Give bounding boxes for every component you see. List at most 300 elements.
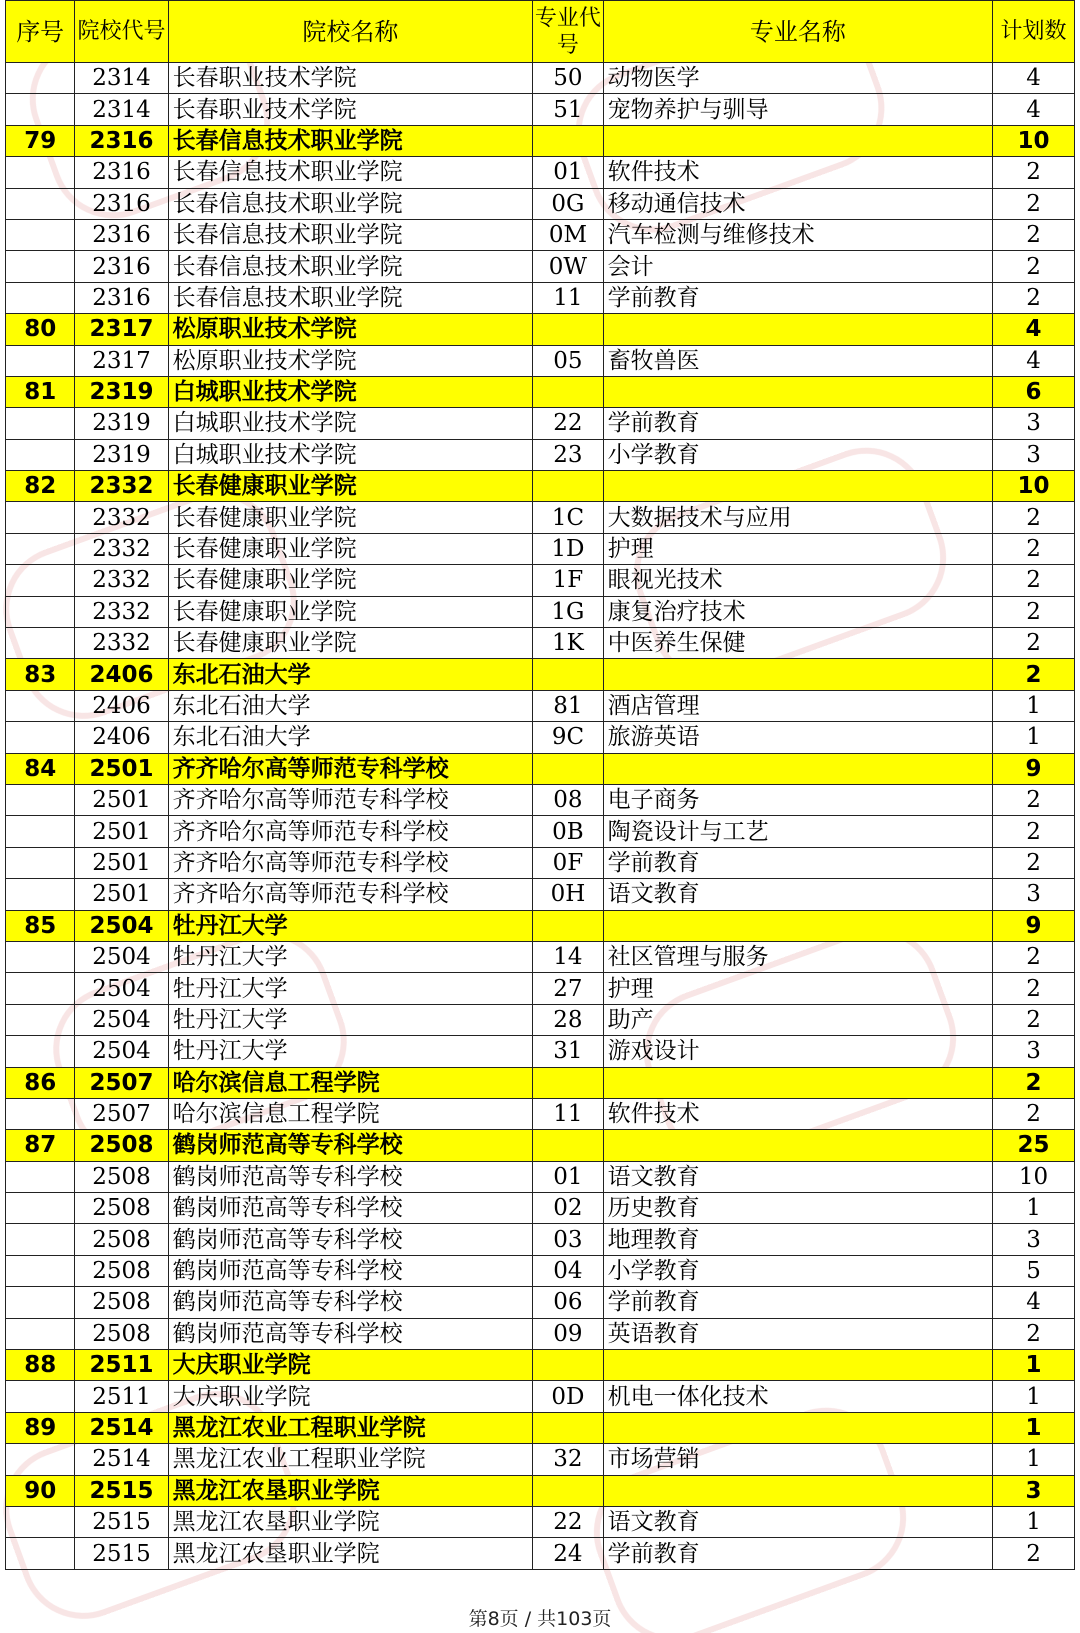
cell-serial-number <box>6 1381 75 1412</box>
school-group-row <box>6 1475 1075 1506</box>
cell-major-code <box>533 753 603 784</box>
cell-major-name <box>603 659 992 690</box>
cell-school-code: 2501 <box>75 879 168 910</box>
cell-school-code: 2319 <box>75 439 168 470</box>
cell-school-name: 白城职业技术学院 <box>168 376 533 407</box>
cell-serial-number <box>6 1255 75 1286</box>
cell-major-name: 学前教育 <box>603 847 992 878</box>
cell-school-name: 鹤岗师范高等专科学校 <box>168 1287 533 1318</box>
cell-school-name: 长春信息技术职业学院 <box>168 251 533 282</box>
cell-serial-number: 84 <box>6 753 75 784</box>
cell-school-name: 哈尔滨信息工程学院 <box>168 1067 533 1098</box>
cell-major-code: 28 <box>533 1004 603 1035</box>
cell-school-name: 东北石油大学 <box>168 659 533 690</box>
cell-school-name: 长春信息技术职业学院 <box>168 219 533 250</box>
cell-school-name: 鹤岗师范高等专科学校 <box>168 1224 533 1255</box>
cell-school-code: 2316 <box>75 157 168 188</box>
cell-major-code: 0H <box>533 879 603 910</box>
cell-major-code <box>533 1067 603 1098</box>
school-group-row <box>6 125 1075 156</box>
cell-major-name: 康复治疗技术 <box>603 596 992 627</box>
cell-school-code: 2507 <box>75 1098 168 1129</box>
cell-school-code: 2316 <box>75 219 168 250</box>
cell-serial-number <box>6 690 75 721</box>
cell-plan-count: 1 <box>993 1412 1075 1443</box>
cell-school-code: 2332 <box>75 533 168 564</box>
cell-major-code: 81 <box>533 690 603 721</box>
cell-plan-count: 6 <box>993 376 1075 407</box>
cell-serial-number <box>6 439 75 470</box>
cell-school-name: 东北石油大学 <box>168 722 533 753</box>
cell-major-name: 语文教育 <box>603 879 992 910</box>
cell-major-name: 畜牧兽医 <box>603 345 992 376</box>
cell-school-name: 长春信息技术职业学院 <box>168 157 533 188</box>
cell-serial-number <box>6 941 75 972</box>
cell-serial-number <box>6 502 75 533</box>
school-group-row <box>6 314 1075 345</box>
cell-plan-count: 2 <box>993 251 1075 282</box>
cell-plan-count: 10 <box>993 1161 1075 1192</box>
cell-serial-number <box>6 784 75 815</box>
cell-school-code: 2501 <box>75 753 168 784</box>
cell-plan-count: 10 <box>993 471 1075 502</box>
cell-major-code <box>533 910 603 941</box>
header-plan-count: 计划数 <box>993 1 1075 63</box>
cell-major-name: 旅游英语 <box>603 722 992 753</box>
table-row <box>6 565 1075 596</box>
table-row <box>6 1004 1075 1035</box>
cell-major-name: 小学教育 <box>603 1255 992 1286</box>
cell-serial-number <box>6 1538 75 1569</box>
cell-plan-count: 3 <box>993 1224 1075 1255</box>
cell-plan-count: 2 <box>993 659 1075 690</box>
cell-plan-count: 10 <box>993 125 1075 156</box>
cell-major-name: 地理教育 <box>603 1224 992 1255</box>
table-row <box>6 282 1075 313</box>
cell-plan-count: 4 <box>993 94 1075 125</box>
cell-school-name: 黑龙江农垦职业学院 <box>168 1506 533 1537</box>
cell-major-name <box>603 1130 992 1161</box>
cell-school-name: 白城职业技术学院 <box>168 408 533 439</box>
table-row <box>6 63 1075 94</box>
cell-school-code: 2319 <box>75 408 168 439</box>
cell-major-name: 汽车检测与维修技术 <box>603 219 992 250</box>
cell-serial-number <box>6 973 75 1004</box>
table-row <box>6 1318 1075 1349</box>
cell-major-name <box>603 1350 992 1381</box>
cell-plan-count: 3 <box>993 408 1075 439</box>
cell-serial-number <box>6 251 75 282</box>
cell-school-name: 大庆职业学院 <box>168 1350 533 1381</box>
cell-plan-count: 1 <box>993 1381 1075 1412</box>
cell-plan-count: 2 <box>993 847 1075 878</box>
cell-school-name: 牡丹江大学 <box>168 1036 533 1067</box>
cell-serial-number <box>6 1287 75 1318</box>
cell-major-name: 小学教育 <box>603 439 992 470</box>
cell-serial-number <box>6 1193 75 1224</box>
table-row <box>6 1538 1075 1569</box>
cell-plan-count: 4 <box>993 63 1075 94</box>
cell-major-code: 31 <box>533 1036 603 1067</box>
cell-plan-count: 2 <box>993 502 1075 533</box>
cell-major-name: 学前教育 <box>603 1287 992 1318</box>
cell-major-name <box>603 753 992 784</box>
cell-plan-count: 2 <box>993 219 1075 250</box>
header-serial-number: 序号 <box>6 1 75 63</box>
cell-major-code: 04 <box>533 1255 603 1286</box>
cell-major-code: 51 <box>533 94 603 125</box>
cell-school-code: 2515 <box>75 1506 168 1537</box>
table-row <box>6 973 1075 1004</box>
cell-school-code: 2511 <box>75 1350 168 1381</box>
table-row <box>6 941 1075 972</box>
cell-school-code: 2515 <box>75 1475 168 1506</box>
cell-serial-number <box>6 847 75 878</box>
school-group-row <box>6 1350 1075 1381</box>
cell-school-code: 2504 <box>75 941 168 972</box>
cell-serial-number <box>6 1506 75 1537</box>
cell-major-code <box>533 1350 603 1381</box>
table-row <box>6 533 1075 564</box>
table-row <box>6 879 1075 910</box>
cell-school-code: 2508 <box>75 1318 168 1349</box>
cell-plan-count: 1 <box>993 722 1075 753</box>
cell-major-name: 社区管理与服务 <box>603 941 992 972</box>
cell-school-name: 长春健康职业学院 <box>168 628 533 659</box>
cell-major-code: 11 <box>533 282 603 313</box>
table-row <box>6 1381 1075 1412</box>
cell-plan-count: 9 <box>993 910 1075 941</box>
cell-major-code <box>533 314 603 345</box>
cell-major-code: 1K <box>533 628 603 659</box>
cell-major-name: 陶瓷设计与工艺 <box>603 816 992 847</box>
cell-major-code: 24 <box>533 1538 603 1569</box>
cell-school-name: 齐齐哈尔高等师范专科学校 <box>168 753 533 784</box>
cell-major-code: 22 <box>533 1506 603 1537</box>
cell-plan-count: 2 <box>993 1098 1075 1129</box>
header-major-code: 专业代号 <box>533 1 603 63</box>
table-row <box>6 1161 1075 1192</box>
table-row <box>6 408 1075 439</box>
cell-serial-number <box>6 628 75 659</box>
cell-plan-count: 1 <box>993 1350 1075 1381</box>
cell-plan-count: 1 <box>993 1444 1075 1475</box>
cell-major-code <box>533 659 603 690</box>
cell-major-code: 06 <box>533 1287 603 1318</box>
cell-serial-number: 88 <box>6 1350 75 1381</box>
cell-serial-number <box>6 1318 75 1349</box>
cell-school-code: 2316 <box>75 125 168 156</box>
cell-major-code: 0W <box>533 251 603 282</box>
cell-plan-count: 25 <box>993 1130 1075 1161</box>
cell-school-name: 黑龙江农垦职业学院 <box>168 1538 533 1569</box>
cell-school-code: 2332 <box>75 502 168 533</box>
cell-school-code: 2332 <box>75 471 168 502</box>
cell-serial-number <box>6 63 75 94</box>
cell-school-code: 2332 <box>75 596 168 627</box>
table-row <box>6 628 1075 659</box>
cell-major-code: 1F <box>533 565 603 596</box>
header-school-name: 院校名称 <box>168 1 533 63</box>
cell-school-name: 黑龙江农垦职业学院 <box>168 1475 533 1506</box>
cell-plan-count: 2 <box>993 816 1075 847</box>
cell-major-name <box>603 1412 992 1443</box>
cell-plan-count: 2 <box>993 784 1075 815</box>
cell-serial-number <box>6 1161 75 1192</box>
school-group-row <box>6 376 1075 407</box>
cell-serial-number: 80 <box>6 314 75 345</box>
table-row <box>6 345 1075 376</box>
cell-serial-number <box>6 596 75 627</box>
cell-school-code: 2332 <box>75 628 168 659</box>
cell-serial-number <box>6 816 75 847</box>
cell-school-code: 2501 <box>75 784 168 815</box>
cell-school-name: 牡丹江大学 <box>168 910 533 941</box>
cell-school-code: 2507 <box>75 1067 168 1098</box>
cell-school-code: 2406 <box>75 690 168 721</box>
cell-plan-count: 2 <box>993 1004 1075 1035</box>
cell-school-name: 松原职业技术学院 <box>168 314 533 345</box>
cell-plan-count: 2 <box>993 188 1075 219</box>
cell-school-name: 鹤岗师范高等专科学校 <box>168 1255 533 1286</box>
cell-plan-count: 5 <box>993 1255 1075 1286</box>
cell-school-code: 2511 <box>75 1381 168 1412</box>
cell-major-code: 32 <box>533 1444 603 1475</box>
table-row <box>6 1193 1075 1224</box>
cell-serial-number <box>6 1224 75 1255</box>
cell-major-name: 英语教育 <box>603 1318 992 1349</box>
cell-major-code: 02 <box>533 1193 603 1224</box>
cell-major-code: 03 <box>533 1224 603 1255</box>
cell-serial-number <box>6 345 75 376</box>
cell-school-code: 2514 <box>75 1444 168 1475</box>
cell-school-code: 2504 <box>75 910 168 941</box>
cell-serial-number <box>6 188 75 219</box>
cell-serial-number <box>6 879 75 910</box>
table-row <box>6 1444 1075 1475</box>
cell-serial-number: 79 <box>6 125 75 156</box>
cell-major-name: 游戏设计 <box>603 1036 992 1067</box>
table-row <box>6 816 1075 847</box>
table-row <box>6 690 1075 721</box>
cell-major-code: 1G <box>533 596 603 627</box>
cell-plan-count: 1 <box>993 1193 1075 1224</box>
cell-plan-count: 3 <box>993 879 1075 910</box>
cell-serial-number <box>6 1444 75 1475</box>
cell-major-code: 0B <box>533 816 603 847</box>
table-row <box>6 1506 1075 1537</box>
table-row <box>6 847 1075 878</box>
cell-school-code: 2508 <box>75 1255 168 1286</box>
cell-major-name: 语文教育 <box>603 1506 992 1537</box>
cell-school-name: 黑龙江农业工程职业学院 <box>168 1444 533 1475</box>
cell-serial-number: 85 <box>6 910 75 941</box>
cell-major-name <box>603 910 992 941</box>
cell-major-name: 宠物养护与驯导 <box>603 94 992 125</box>
cell-serial-number: 90 <box>6 1475 75 1506</box>
cell-major-code: 01 <box>533 1161 603 1192</box>
cell-school-name: 牡丹江大学 <box>168 973 533 1004</box>
table-row <box>6 94 1075 125</box>
cell-major-code: 50 <box>533 63 603 94</box>
cell-plan-count: 3 <box>993 439 1075 470</box>
cell-school-code: 2316 <box>75 251 168 282</box>
enrollment-plan-table <box>5 0 1075 1570</box>
cell-school-name: 鹤岗师范高等专科学校 <box>168 1161 533 1192</box>
cell-major-name: 眼视光技术 <box>603 565 992 596</box>
table-row <box>6 1255 1075 1286</box>
cell-school-code: 2508 <box>75 1287 168 1318</box>
cell-school-name: 黑龙江农业工程职业学院 <box>168 1412 533 1443</box>
cell-plan-count: 2 <box>993 596 1075 627</box>
school-group-row <box>6 910 1075 941</box>
cell-major-name <box>603 314 992 345</box>
cell-major-name <box>603 1475 992 1506</box>
cell-plan-count: 1 <box>993 690 1075 721</box>
cell-major-name: 机电一体化技术 <box>603 1381 992 1412</box>
cell-major-code <box>533 125 603 156</box>
cell-school-name: 长春职业技术学院 <box>168 94 533 125</box>
cell-major-name: 软件技术 <box>603 157 992 188</box>
cell-school-code: 2515 <box>75 1538 168 1569</box>
cell-serial-number <box>6 565 75 596</box>
cell-school-name: 长春健康职业学院 <box>168 533 533 564</box>
cell-school-code: 2508 <box>75 1130 168 1161</box>
table-row <box>6 1098 1075 1129</box>
cell-major-code: 0D <box>533 1381 603 1412</box>
cell-major-code: 1D <box>533 533 603 564</box>
cell-school-code: 2504 <box>75 973 168 1004</box>
table-row <box>6 502 1075 533</box>
cell-major-name: 大数据技术与应用 <box>603 502 992 533</box>
table-body <box>6 63 1075 1570</box>
school-group-row <box>6 753 1075 784</box>
cell-school-name: 长春健康职业学院 <box>168 471 533 502</box>
cell-plan-count: 2 <box>993 1318 1075 1349</box>
cell-major-name: 电子商务 <box>603 784 992 815</box>
cell-major-name: 会计 <box>603 251 992 282</box>
cell-major-name: 学前教育 <box>603 408 992 439</box>
cell-school-code: 2508 <box>75 1193 168 1224</box>
cell-plan-count: 2 <box>993 973 1075 1004</box>
cell-school-code: 2317 <box>75 345 168 376</box>
school-group-row <box>6 1412 1075 1443</box>
cell-plan-count: 4 <box>993 314 1075 345</box>
cell-serial-number <box>6 219 75 250</box>
cell-major-name: 学前教育 <box>603 282 992 313</box>
cell-serial-number: 81 <box>6 376 75 407</box>
cell-major-name: 助产 <box>603 1004 992 1035</box>
cell-major-name <box>603 376 992 407</box>
school-group-row <box>6 1130 1075 1161</box>
cell-major-code: 0G <box>533 188 603 219</box>
cell-school-name: 白城职业技术学院 <box>168 439 533 470</box>
cell-serial-number: 82 <box>6 471 75 502</box>
cell-plan-count: 2 <box>993 533 1075 564</box>
table-row <box>6 1287 1075 1318</box>
cell-major-name: 移动通信技术 <box>603 188 992 219</box>
cell-major-name <box>603 1067 992 1098</box>
table-row <box>6 188 1075 219</box>
table-row <box>6 157 1075 188</box>
cell-school-name: 齐齐哈尔高等师范专科学校 <box>168 816 533 847</box>
table-row <box>6 1036 1075 1067</box>
cell-major-code: 0F <box>533 847 603 878</box>
header-school-code: 院校代号 <box>75 1 168 63</box>
cell-school-name: 齐齐哈尔高等师范专科学校 <box>168 784 533 815</box>
cell-serial-number: 87 <box>6 1130 75 1161</box>
cell-major-code: 1C <box>533 502 603 533</box>
cell-school-name: 鹤岗师范高等专科学校 <box>168 1318 533 1349</box>
cell-major-code: 01 <box>533 157 603 188</box>
cell-plan-count: 9 <box>993 753 1075 784</box>
cell-school-code: 2316 <box>75 282 168 313</box>
cell-major-name <box>603 471 992 502</box>
cell-serial-number <box>6 282 75 313</box>
table-row <box>6 722 1075 753</box>
cell-school-code: 2504 <box>75 1004 168 1035</box>
cell-major-name: 护理 <box>603 973 992 1004</box>
table-header-row <box>6 1 1075 63</box>
cell-school-name: 长春职业技术学院 <box>168 63 533 94</box>
cell-school-name: 鹤岗师范高等专科学校 <box>168 1130 533 1161</box>
cell-major-name: 护理 <box>603 533 992 564</box>
cell-serial-number: 89 <box>6 1412 75 1443</box>
table-row <box>6 439 1075 470</box>
cell-serial-number <box>6 157 75 188</box>
cell-plan-count: 3 <box>993 1036 1075 1067</box>
cell-serial-number <box>6 533 75 564</box>
cell-school-name: 鹤岗师范高等专科学校 <box>168 1193 533 1224</box>
cell-plan-count: 2 <box>993 1067 1075 1098</box>
cell-school-name: 哈尔滨信息工程学院 <box>168 1098 533 1129</box>
cell-school-name: 长春信息技术职业学院 <box>168 125 533 156</box>
cell-serial-number: 86 <box>6 1067 75 1098</box>
cell-major-code: 9C <box>533 722 603 753</box>
cell-major-code: 14 <box>533 941 603 972</box>
table-row <box>6 251 1075 282</box>
cell-plan-count: 4 <box>993 345 1075 376</box>
cell-school-code: 2508 <box>75 1161 168 1192</box>
school-group-row <box>6 1067 1075 1098</box>
cell-plan-count: 2 <box>993 941 1075 972</box>
page-footer: 第8页 / 共103页 <box>468 1608 612 1630</box>
cell-school-code: 2504 <box>75 1036 168 1067</box>
cell-major-code <box>533 1130 603 1161</box>
cell-plan-count: 4 <box>993 1287 1075 1318</box>
cell-school-name: 牡丹江大学 <box>168 941 533 972</box>
cell-major-name <box>603 125 992 156</box>
cell-school-code: 2508 <box>75 1224 168 1255</box>
cell-major-code: 23 <box>533 439 603 470</box>
school-group-row <box>6 659 1075 690</box>
cell-serial-number <box>6 1036 75 1067</box>
cell-serial-number <box>6 94 75 125</box>
cell-plan-count: 2 <box>993 565 1075 596</box>
header-major-name: 专业名称 <box>603 1 992 63</box>
cell-school-code: 2501 <box>75 816 168 847</box>
cell-major-code: 0M <box>533 219 603 250</box>
cell-school-name: 齐齐哈尔高等师范专科学校 <box>168 847 533 878</box>
cell-major-code: 11 <box>533 1098 603 1129</box>
cell-school-name: 东北石油大学 <box>168 690 533 721</box>
cell-plan-count: 2 <box>993 282 1075 313</box>
cell-plan-count: 2 <box>993 157 1075 188</box>
cell-major-name: 语文教育 <box>603 1161 992 1192</box>
cell-plan-count: 2 <box>993 628 1075 659</box>
cell-major-name: 历史教育 <box>603 1193 992 1224</box>
cell-major-name: 学前教育 <box>603 1538 992 1569</box>
